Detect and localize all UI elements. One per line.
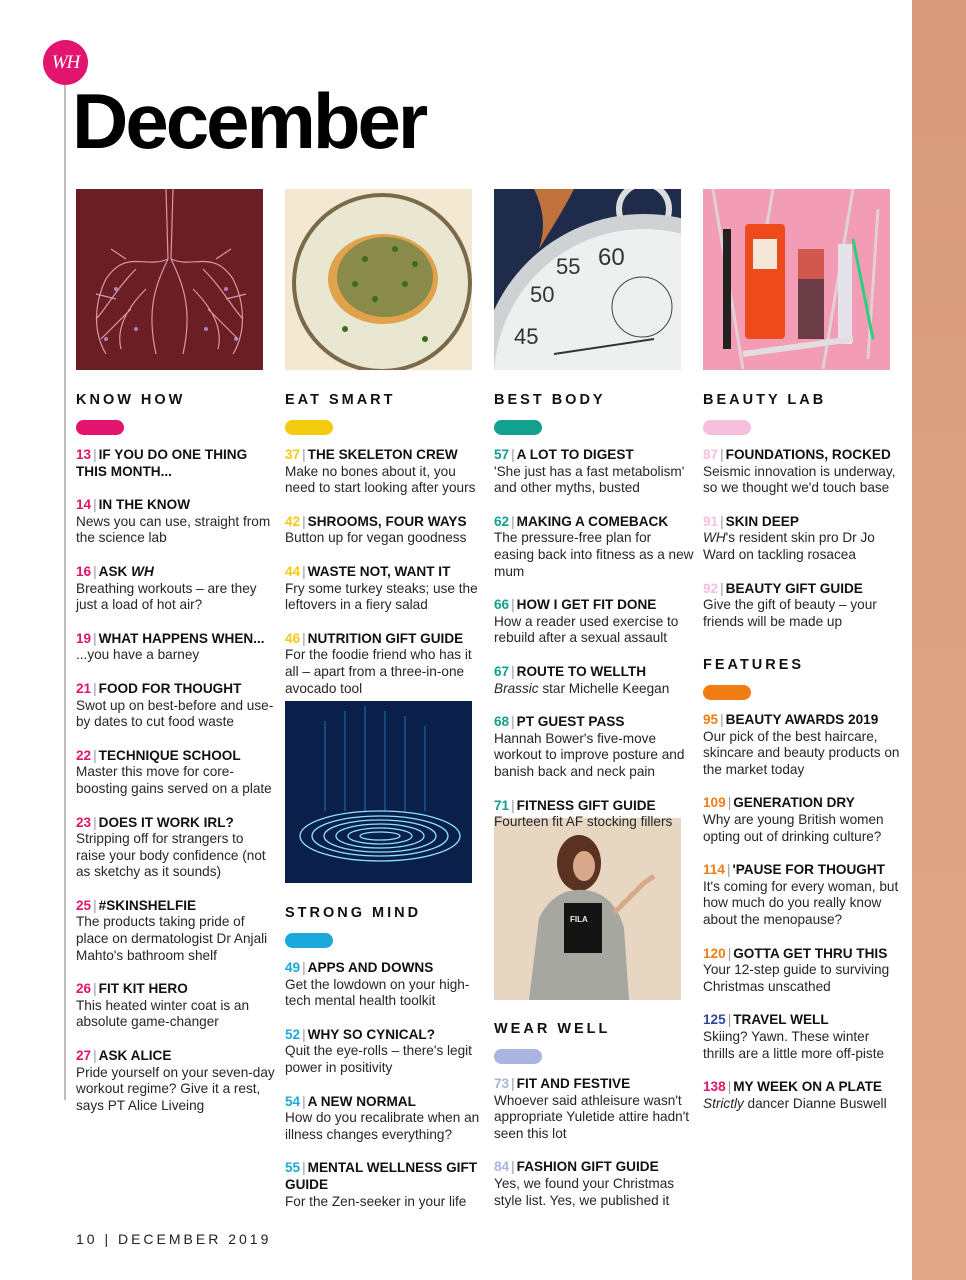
- separator: |: [727, 1012, 732, 1028]
- separator: |: [727, 945, 732, 961]
- toc-entry[interactable]: [494, 714, 694, 780]
- lungs-icon: [76, 189, 263, 370]
- page-number: 14: [76, 497, 92, 513]
- toc-entry[interactable]: [76, 564, 276, 614]
- entry-title: NUTRITION GIFT GUIDE: [307, 630, 464, 646]
- page-number: 21: [76, 680, 92, 696]
- entry-description-italic: Strictly: [703, 1095, 744, 1111]
- toc-entry[interactable]: [76, 447, 276, 480]
- toc-entry[interactable]: [76, 497, 276, 547]
- separator: |: [93, 447, 97, 462]
- toc-entry[interactable]: [285, 1027, 485, 1077]
- section-title: WEAR WELL: [494, 1021, 611, 1037]
- separator: |: [720, 513, 724, 529]
- entry-description-text: Fourteen fit AF stocking fillers: [494, 814, 673, 830]
- entry-description-text: star Michelle Keegan: [538, 680, 670, 696]
- separator: |: [93, 680, 97, 696]
- entry-title-italic: WH: [131, 563, 154, 579]
- entry-description-italic: Brassic: [494, 680, 539, 696]
- entry-description: [285, 581, 485, 614]
- entry-title: BEAUTY AWARDS 2019: [725, 712, 879, 727]
- separator: |: [302, 1026, 306, 1042]
- separator: |: [302, 1093, 306, 1109]
- page-number: 57: [494, 447, 510, 462]
- entry-title: PT GUEST PASS: [516, 714, 625, 730]
- separator: |: [511, 663, 515, 679]
- entry-title: GOTTA GET THRU THIS: [733, 945, 888, 961]
- entry-description-text: Our pick of the best haircare, skincare and beauty products on the market today: [703, 728, 900, 777]
- entry-description: [494, 731, 694, 781]
- entry-description: [703, 530, 903, 563]
- toc-entry[interactable]: [285, 564, 485, 614]
- separator: |: [720, 580, 724, 596]
- entry-title: MY WEEK ON A PLATE: [733, 1079, 882, 1095]
- entry-title: FIT KIT HERO: [98, 981, 188, 997]
- separator: |: [93, 1048, 97, 1064]
- entry-description-text: Button up for vegan goodness: [285, 530, 467, 546]
- toc-entry[interactable]: [494, 664, 694, 697]
- page-number: 67: [494, 663, 510, 679]
- entry-description: [76, 698, 276, 731]
- beauty-products-icon: [703, 189, 890, 370]
- section-color-pill: [285, 933, 333, 948]
- wh-logo-badge: WH: [43, 40, 88, 85]
- entry-description: [76, 1065, 276, 1115]
- entry-description: [494, 1093, 694, 1143]
- entry-description-text: Swot up on best-before and use-by dates to cut food waste: [76, 697, 274, 730]
- separator: |: [511, 597, 515, 613]
- entry-description: [285, 530, 485, 547]
- entry-title: IF YOU DO ONE THING THIS MONTH...: [76, 447, 248, 479]
- entry-description-text: Get the lowdown on your high-tech mental health toolkit: [285, 976, 470, 1009]
- entry-title: A NEW NORMAL: [307, 1093, 416, 1109]
- entry-description: [76, 647, 276, 664]
- toc-entry[interactable]: [285, 960, 485, 1010]
- separator: |: [93, 563, 97, 579]
- page-number: 46: [285, 630, 301, 646]
- toc-entry[interactable]: [76, 748, 276, 798]
- entry-title: MAKING A COMEBACK: [516, 513, 669, 529]
- page-number: 109: [703, 795, 726, 811]
- entry-description-text: Seismic innovation is underway, so we thought we'd touch base: [703, 463, 896, 496]
- page-number: 138: [703, 1079, 726, 1095]
- page-number: 44: [285, 563, 301, 579]
- entry-description: [703, 729, 903, 779]
- toc-entry[interactable]: [494, 1076, 694, 1142]
- page-number: 49: [285, 960, 301, 975]
- toc-entry[interactable]: [285, 447, 485, 497]
- toc-entry[interactable]: [76, 631, 276, 664]
- entry-title: BEAUTY GIFT GUIDE: [725, 580, 863, 596]
- svg-text:50: 50: [530, 282, 555, 307]
- separator: |: [302, 563, 306, 579]
- entry-description: [703, 464, 903, 497]
- entry-description-text: Pride yourself on your seven-day workout regime? Give it a rest, says PT Alice Liveing: [76, 1064, 275, 1113]
- entry-description: [76, 764, 276, 797]
- entry-description: [494, 814, 694, 831]
- separator: |: [93, 981, 97, 997]
- entry-description-text: ...you have a barney: [76, 647, 200, 663]
- page-number: 25: [76, 897, 92, 913]
- entry-description-text: Stripping off for strangers to raise your body confidence (not as sketchy as it sounds): [76, 831, 266, 880]
- fingerprint-photo: [285, 701, 472, 883]
- entry-description-text: News you can use, straight from the science lab: [76, 513, 271, 546]
- separator: |: [302, 513, 306, 529]
- section-color-pill: [703, 420, 751, 435]
- entry-description: [76, 998, 276, 1031]
- entry-title: 'PAUSE FOR THOUGHT: [732, 862, 885, 878]
- entry-title: APPS AND DOWNS: [307, 960, 434, 975]
- separator: |: [93, 747, 97, 763]
- separator: |: [302, 447, 306, 462]
- entry-title: ASK: [98, 563, 132, 579]
- entry-description-text: dancer Dianne Buswell: [743, 1095, 887, 1111]
- page-number: 19: [76, 630, 92, 646]
- entry-title: FOUNDATIONS, ROCKED: [725, 447, 891, 462]
- section-title: EAT SMART: [285, 392, 396, 408]
- entry-description-text: Skiing? Yawn. These winter thrills are a little more off-piste: [703, 1028, 885, 1061]
- entry-description: [285, 1043, 485, 1076]
- separator: |: [511, 1076, 515, 1091]
- section-features: [703, 656, 903, 1129]
- entry-description-text: How a reader used exercise to rebuild after a sexual assault: [494, 613, 679, 646]
- entry-description-text: For the foodie friend who has it all – apart from a three-in-one avocado tool: [285, 647, 472, 696]
- entry-title: SHROOMS, FOUR WAYS: [307, 513, 467, 529]
- entry-title: WHY SO CYNICAL?: [307, 1026, 436, 1042]
- entry-description-text: Give the gift of beauty – your friends will be made up: [703, 597, 877, 629]
- toc-entry[interactable]: [703, 581, 903, 631]
- separator: |: [726, 862, 731, 878]
- toc-entry[interactable]: [703, 1012, 903, 1062]
- entry-title: FITNESS GIFT GUIDE: [516, 797, 656, 813]
- toc-entry[interactable]: [703, 447, 903, 497]
- separator: |: [93, 497, 97, 513]
- page-number: 52: [285, 1026, 301, 1042]
- entry-description: [703, 1096, 903, 1113]
- page-number: 23: [76, 814, 92, 830]
- page-number: 42: [285, 513, 301, 529]
- toc-entry[interactable]: [703, 514, 903, 564]
- entry-description-text: 'She just has a fast metabolism' and other myths, busted: [494, 463, 685, 496]
- entry-description-text: How do you recalibrate when an illness changes everything?: [285, 1110, 480, 1142]
- page-number: 55: [285, 1160, 301, 1176]
- svg-text:60: 60: [598, 244, 625, 271]
- entry-description-text: For the Zen-seeker in your life: [285, 1193, 467, 1209]
- page-number: 84: [494, 1159, 510, 1175]
- entry-description-italic: WH: [703, 530, 726, 546]
- entry-description-text: It's coming for every woman, but how much do you really know about the menopause?: [703, 878, 899, 927]
- entry-description-text: Breathing workouts – are they just a load of hot air?: [76, 580, 257, 613]
- separator: |: [93, 814, 97, 830]
- separator: |: [727, 1079, 732, 1095]
- section-color-pill: [76, 420, 124, 435]
- entry-description: [703, 812, 903, 845]
- page-footer: 10 | DECEMBER 2019: [76, 1231, 272, 1247]
- entry-description: [494, 614, 694, 647]
- toc-entry[interactable]: [285, 631, 485, 697]
- section-color-pill: [285, 420, 333, 435]
- vertical-rule: [64, 85, 66, 1100]
- toc-entry[interactable]: [494, 597, 694, 647]
- entry-title: FASHION GIFT GUIDE: [516, 1159, 659, 1175]
- entry-title: WASTE NOT, WANT IT: [307, 563, 451, 579]
- entry-title: IN THE KNOW: [98, 497, 191, 513]
- entry-description: [285, 977, 485, 1010]
- section-beauty-lab: [703, 391, 903, 647]
- toc-entry[interactable]: [285, 1094, 485, 1144]
- entry-description: [285, 1110, 485, 1143]
- page-number: 120: [703, 945, 726, 961]
- toc-entry[interactable]: [703, 862, 903, 928]
- entry-description-text: The pressure-free plan for easing back into fitness as a new mum: [494, 530, 694, 579]
- svg-text:45: 45: [514, 324, 539, 349]
- toc-entry[interactable]: [494, 447, 694, 497]
- toc-entry[interactable]: [285, 1160, 485, 1210]
- entry-title: A LOT TO DIGEST: [516, 447, 634, 462]
- section-color-pill: [703, 685, 751, 700]
- lungs-illustration: [76, 189, 263, 370]
- entry-description: [494, 1176, 694, 1209]
- separator: |: [511, 714, 515, 730]
- separator: |: [302, 1160, 306, 1176]
- entry-description-text: 's resident skin pro Dr Jo Ward on tackling rosacea: [703, 530, 875, 562]
- entry-description: [494, 464, 694, 497]
- section-best-body: [494, 391, 694, 848]
- toc-entry[interactable]: [703, 1079, 903, 1112]
- entry-title: TRAVEL WELL: [733, 1012, 829, 1028]
- toc-entry[interactable]: [703, 712, 903, 778]
- section-eat-smart: [285, 391, 485, 714]
- entry-description-text: Fry some turkey steaks; use the leftovers in a fiery salad: [285, 580, 478, 613]
- toc-entry[interactable]: [285, 514, 485, 547]
- page-edge-strip: [912, 0, 966, 1280]
- entry-description: [76, 831, 276, 881]
- page-number: 26: [76, 981, 92, 997]
- entry-description: [703, 597, 903, 630]
- separator: |: [511, 1159, 515, 1175]
- entry-description: [285, 647, 485, 697]
- page-number: 62: [494, 513, 510, 529]
- entry-description: [76, 914, 276, 964]
- page-number: 27: [76, 1048, 92, 1064]
- entry-title: #SKINSHELFIE: [98, 897, 197, 913]
- stopwatch-icon: [494, 189, 681, 370]
- separator: |: [511, 797, 515, 813]
- entry-title: FIT AND FESTIVE: [516, 1076, 631, 1091]
- entry-description-text: This heated winter coat is an absolute game-changer: [76, 997, 250, 1030]
- stopwatch-photo: [494, 189, 681, 370]
- toc-entry[interactable]: [76, 681, 276, 731]
- entry-description-text: Master this move for core-boosting gains served on a plate: [76, 764, 272, 796]
- page-number: 125: [703, 1012, 726, 1028]
- entry-title: ASK ALICE: [98, 1048, 172, 1064]
- entry-description: [285, 464, 485, 497]
- page-number: 16: [76, 563, 92, 579]
- svg-text:FILA: FILA: [570, 915, 588, 924]
- separator: |: [302, 630, 306, 646]
- separator: |: [511, 513, 515, 529]
- page-number: 68: [494, 714, 510, 730]
- entry-title: HOW I GET FIT DONE: [516, 597, 657, 613]
- toc-entry[interactable]: [494, 514, 694, 580]
- separator: |: [93, 630, 97, 646]
- separator: |: [720, 447, 724, 462]
- page-title: December: [72, 77, 426, 165]
- entry-description-text: Quit the eye-rolls – there's legit power in positivity: [285, 1043, 472, 1075]
- entry-description-text: Whoever said athleisure wasn't appropriate Yuletide attire hadn't seen this lot: [494, 1092, 690, 1141]
- page-number: 92: [703, 580, 719, 596]
- entry-title: TECHNIQUE SCHOOL: [98, 747, 241, 763]
- toc-entry[interactable]: [703, 946, 903, 996]
- section-color-pill: [494, 420, 542, 435]
- page-number: 37: [285, 447, 301, 462]
- entry-description-text: The products taking pride of place on dermatologist Dr Anjali Mahto's bathroom shelf: [76, 914, 268, 963]
- section-title: KNOW HOW: [76, 392, 186, 408]
- entry-description: [494, 681, 694, 698]
- toc-entry[interactable]: [76, 815, 276, 881]
- entry-description: [494, 530, 694, 580]
- page-number: 71: [494, 797, 510, 813]
- toc-entry[interactable]: [494, 1159, 694, 1209]
- toc-entry[interactable]: [76, 981, 276, 1031]
- entry-description: [703, 1029, 903, 1062]
- page-number: 114: [703, 862, 725, 878]
- section-title: BEAUTY LAB: [703, 392, 827, 408]
- section-title: STRONG MIND: [285, 905, 422, 921]
- section-know-how: [76, 391, 276, 1131]
- toc-entry[interactable]: [703, 795, 903, 845]
- entry-description-text: Your 12-step guide to surviving Christmas unscathed: [703, 962, 890, 994]
- fingerprint-icon: [285, 701, 472, 883]
- page-number: 87: [703, 447, 719, 462]
- separator: |: [302, 960, 306, 975]
- entry-description-text: Yes, we found your Christmas style list. Yes, we published it: [494, 1175, 675, 1208]
- separator: |: [93, 897, 97, 913]
- beauty-products-photo: [703, 189, 890, 370]
- entry-title: FOOD FOR THOUGHT: [98, 680, 242, 696]
- separator: |: [720, 712, 724, 727]
- page-number: 66: [494, 597, 510, 613]
- page-number: 95: [703, 712, 719, 727]
- section-color-pill: [494, 1049, 542, 1064]
- entry-title: WHAT HAPPENS WHEN...: [98, 630, 265, 646]
- entry-title: GENERATION DRY: [733, 795, 855, 811]
- page-number: 22: [76, 747, 92, 763]
- entry-description: [76, 581, 276, 614]
- section-wear-well: [494, 1020, 694, 1226]
- page-number: 54: [285, 1093, 301, 1109]
- section-strong-mind: [285, 904, 485, 1227]
- svg-text:55: 55: [556, 254, 581, 279]
- toc-entry[interactable]: [494, 798, 694, 831]
- toc-entry[interactable]: [76, 898, 276, 964]
- separator: |: [511, 447, 515, 462]
- entry-description: [76, 514, 276, 547]
- entry-description-text: Make no bones about it, you need to start looking after yours: [285, 463, 476, 496]
- mushroom-plate-photo: [285, 189, 472, 370]
- entry-description: [285, 1194, 485, 1211]
- toc-entry[interactable]: [76, 1048, 276, 1114]
- entry-title: DOES IT WORK IRL?: [98, 814, 234, 830]
- entry-title: SKIN DEEP: [725, 513, 799, 529]
- entry-description: [703, 879, 903, 929]
- page-number: 73: [494, 1076, 510, 1091]
- entry-title: MENTAL WELLNESS GIFT GUIDE: [285, 1160, 478, 1192]
- entry-title: ROUTE TO WELLTH: [516, 663, 647, 679]
- separator: |: [727, 795, 732, 811]
- entry-title: THE SKELETON CREW: [307, 447, 458, 462]
- entry-description-text: Hannah Bower's five-move workout to improve posture and banish back and neck pain: [494, 730, 685, 779]
- page-number: 91: [703, 513, 719, 529]
- entry-description: [703, 962, 903, 995]
- food-plate-icon: [285, 189, 472, 370]
- page-number: 13: [76, 447, 92, 462]
- section-title: BEST BODY: [494, 392, 606, 408]
- section-title: FEATURES: [703, 657, 805, 673]
- entry-description-text: Why are young British women opting out of drinking culture?: [703, 811, 884, 844]
